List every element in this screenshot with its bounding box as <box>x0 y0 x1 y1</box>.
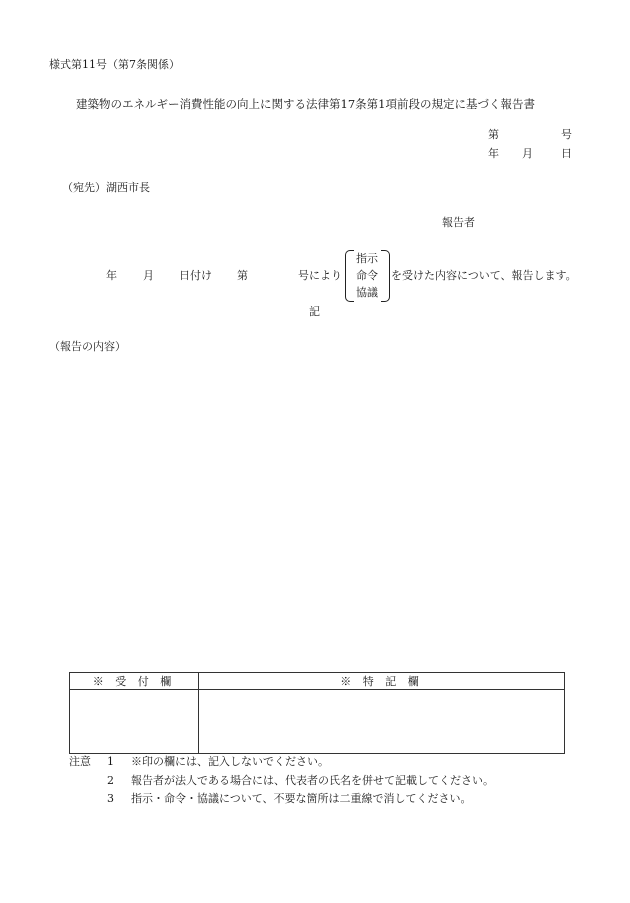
note-text-2: 報告者が法人である場合には、代表者の氏名を併せて記載してください。 <box>131 774 494 787</box>
option-shiji: 指示 <box>356 252 378 265</box>
date-day: 日 <box>561 147 572 160</box>
content-heading: （報告の内容） <box>49 340 126 353</box>
sentence-month: 月 <box>143 269 154 282</box>
notes-label: 注意 <box>69 755 91 768</box>
reception-remarks-table <box>69 672 565 754</box>
reporter-label: 報告者 <box>442 216 475 229</box>
note-number-1: 1 <box>107 755 114 768</box>
document-title: 建築物のエネルギー消費性能の向上に関する法律第17条第1項前段の規定に基づく報告書 <box>76 97 535 111</box>
note-number-3: 3 <box>107 792 114 805</box>
note-number-2: 2 <box>107 774 114 787</box>
ki-label: 記 <box>309 305 320 318</box>
sentence-year: 年 <box>106 269 117 282</box>
note-text-3: 指示・命令・協議について、不要な箇所は二重線で消してください。 <box>131 792 472 805</box>
doc-number-go: 号 <box>561 128 572 141</box>
form-number: 様式第11号（第7条関係） <box>49 58 180 71</box>
date-month: 月 <box>522 147 533 160</box>
option-meirei: 命令 <box>356 269 378 282</box>
remarks-cell <box>199 690 565 754</box>
option-kyogi: 協議 <box>356 286 378 299</box>
addressee: （宛先）湖西市長 <box>62 181 150 194</box>
sentence-ending: を受けた内容について、報告します。 <box>391 269 577 282</box>
doc-number-dai: 第 <box>488 128 499 141</box>
option-stack <box>351 250 383 301</box>
sentence-dai: 第 <box>237 269 248 282</box>
reception-header: ※ 受 付 欄 <box>70 673 199 690</box>
note-text-1: ※印の欄には、記入しないでください。 <box>131 755 329 768</box>
right-curly-bracket <box>381 250 390 302</box>
sentence-dated: 日付け <box>179 269 212 282</box>
date-year: 年 <box>488 147 499 160</box>
remarks-header: ※ 特 記 欄 <box>199 673 565 690</box>
reception-cell <box>70 690 199 754</box>
sentence-go-ni-yori: 号により <box>298 269 342 282</box>
